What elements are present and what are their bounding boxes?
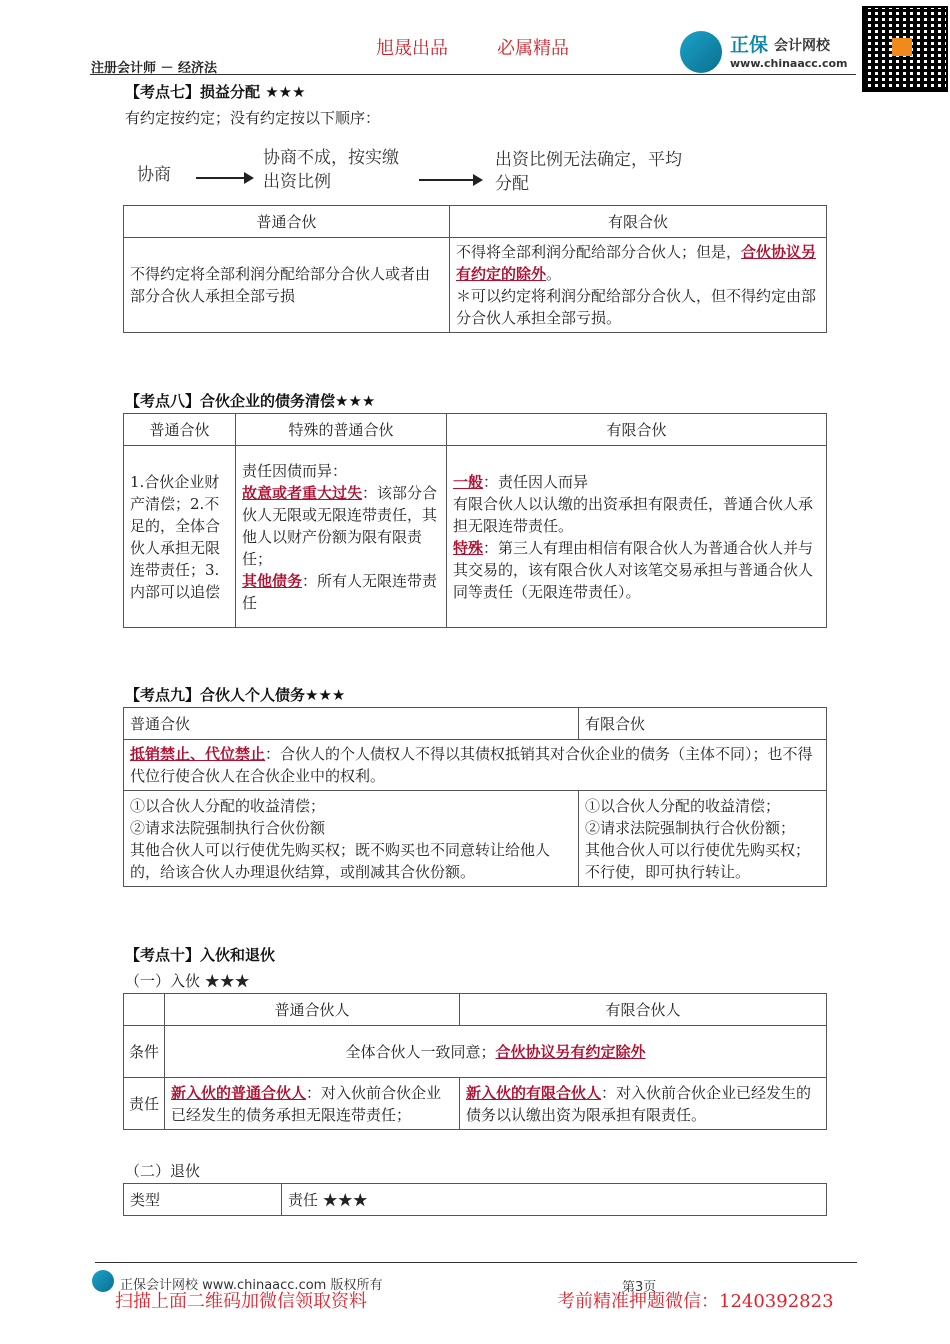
s9-table (123, 707, 827, 887)
s9-head-general: 普通合伙 (124, 708, 579, 740)
s7-limited-note: ＊可以约定将利润分配给部分合伙人，但不得约定由部分合伙人承担全部亏损。 (456, 287, 817, 327)
s10-head-limited: 有限合伙人 (460, 994, 827, 1026)
s10-join-table (123, 993, 827, 1130)
s8-limited-cell (447, 446, 827, 628)
s7-limited-keyword: 合伙协议另有约定的除外 (456, 243, 817, 283)
s9-general-line-2: ②请求法院强制执行合伙份额 (130, 818, 326, 837)
s10-exit-table (123, 1183, 827, 1216)
header-slogan-2: 必属精品 (497, 38, 569, 59)
s7-title: 【考点七】损益分配 ★★★ (125, 83, 306, 101)
flow-step-3a: 出资比例无法确定，平均 (495, 150, 682, 170)
s8-special-text-1: 责任因债而异： (242, 461, 348, 480)
header-divider (90, 74, 856, 75)
s10-condition-text: 全体合伙人一致同意； (345, 1042, 496, 1061)
s10-liability-limited-cell (460, 1078, 827, 1130)
s9-limited-cell (579, 791, 827, 887)
s8-general-cell: 1.合伙企业财产清偿；2.不足的，全体合伙人承担无限连带责任；3.内部可以追偿 (124, 446, 236, 628)
flow-step-2b: 出资比例 (263, 172, 331, 192)
flow-arrow-1-icon (196, 177, 252, 179)
s10-row-liability-label: 责任 (124, 1078, 165, 1130)
s8-special-cell (236, 446, 447, 628)
s10-title: 【考点十】入伙和退伙 (125, 946, 276, 964)
s8-special-keyword-1: 故意或者重大过失 (242, 483, 363, 502)
s8-head-special: 特殊的普通合伙 (236, 414, 447, 446)
s10-exit-col-type: 类型 (124, 1184, 282, 1216)
page-number: 第3页 (622, 1280, 657, 1295)
flow-step-3b: 分配 (495, 174, 529, 194)
footer-divider (95, 1262, 857, 1263)
course-name: 注册会计师 － 经济法 (91, 61, 218, 76)
flow-step-1: 协商 (137, 165, 171, 185)
footer-logo-icon (92, 1270, 114, 1292)
s9-general-line-1: ①以合伙人分配的收益清偿； (130, 796, 326, 815)
s10-liability-general-text: ：对入伙前合伙企业已经发生的债务承担无限连带责任； (171, 1083, 442, 1124)
s8-limited-text-1: ：责任因人而异 (483, 472, 589, 491)
s10-liability-general-keyword: 新入伙的普通合伙人 (171, 1083, 307, 1102)
s10-condition-keyword: 合伙协议另有约定除外 (495, 1042, 646, 1061)
s10-head-blank (124, 994, 165, 1026)
s8-head-general: 普通合伙 (124, 414, 236, 446)
flow-arrow-2-icon (419, 179, 481, 181)
s7-head-limited: 有限合伙 (450, 206, 827, 238)
logo-text-main: 正保 (730, 34, 769, 56)
s9-general-cell (124, 791, 579, 887)
s7-table (123, 205, 827, 333)
s9-limited-line-2: ②请求法院强制执行合伙份额； (585, 818, 796, 837)
s10-sub-exit: （二）退伙 (125, 1162, 201, 1180)
s7-limited-text-2: 。 (546, 265, 562, 283)
s10-liability-general-cell (165, 1078, 460, 1130)
s8-table (123, 413, 827, 628)
logo-emblem-icon (680, 31, 722, 73)
s7-head-general: 普通合伙 (124, 206, 450, 238)
s10-row-condition-cell (165, 1026, 827, 1078)
flow-step-2a: 协商不成，按实缴 (263, 148, 399, 168)
s9-general-line-3: 其他合伙人可以行使优先购买权；既不购买也不同意转让给他人的，给该合伙人办理退伙结算，或削减其合伙份额。 (130, 840, 551, 881)
s7-general-cell: 不得约定将全部利润分配给部分合伙人或者由部分合伙人承担全部亏损 (124, 238, 450, 333)
s9-limited-line-3: 其他合伙人可以行使优先购买权；不行使，即可执行转让。 (585, 840, 811, 881)
s7-limited-cell (450, 238, 827, 333)
s8-head-limited: 有限合伙 (447, 414, 827, 446)
s9-common-cell (124, 740, 827, 791)
s7-intro: 有约定按约定；没有约定按以下顺序： (125, 109, 381, 127)
s10-row-condition-label: 条件 (124, 1026, 165, 1078)
s8-title: 【考点八】合伙企业的债务清偿★★★ (125, 392, 376, 410)
s8-limited-keyword-1: 一般 (453, 472, 484, 491)
s10-head-general: 普通合伙人 (165, 994, 460, 1026)
s8-limited-text-2: 有限合伙人以认缴的出资承担有限责任，普通合伙人承担无限连带责任。 (453, 494, 814, 535)
s8-special-text-2: ：该部分合伙人无限或无限连带责任，其他人以财产份额为限有限责任； (242, 483, 438, 568)
s10-liability-limited-text: ：对入伙前合伙企业已经发生的债务以认缴出资为限承担有限责任。 (466, 1083, 812, 1124)
s9-common-text: ：合伙人的个人债权人不得以其债权抵销其对合伙企业的债务（主体不同）；也不得代位行使合伙人在合伙企业中的权利。 (130, 745, 813, 785)
s8-limited-text-3: ：第三人有理由相信有限合伙人为普通合伙人并与其交易的，该有限合伙人对该笔交易承担与普通合伙人同等责任（无限连带责任）。 (453, 538, 814, 601)
s10-exit-col-liability: 责任 ★★★ (282, 1184, 827, 1216)
logo-text-sub: 会计网校 (774, 38, 830, 54)
s10-sub-join: （一）入伙 ★★★ (125, 972, 250, 990)
s7-limited-text-1: 不得将全部利润分配给部分合伙人；但是， (456, 243, 742, 261)
promo-right[interactable]: 考前精准押题微信：1240392823 (557, 1291, 834, 1312)
footer-copyright: 正保会计网校 www.chinaacc.com 版权所有 (120, 1278, 383, 1293)
s9-common-keyword: 抵销禁止、代位禁止 (130, 745, 266, 763)
s9-limited-line-1: ①以合伙人分配的收益清偿； (585, 796, 781, 815)
s9-head-limited: 有限合伙 (579, 708, 827, 740)
s10-liability-limited-keyword: 新入伙的有限合伙人 (466, 1083, 602, 1102)
s8-limited-keyword-2: 特殊 (453, 538, 484, 557)
site-logo[interactable] (680, 30, 855, 74)
logo-url: www.chinaacc.com (730, 57, 848, 70)
s8-special-keyword-2: 其他债务 (242, 571, 303, 590)
s8-special-text-3: ：所有人无限连带责任 (242, 571, 438, 612)
header-slogan-1: 旭晟出品 (376, 38, 448, 59)
s9-title: 【考点九】合伙人个人债务★★★ (125, 686, 346, 704)
qr-badge-icon (892, 38, 912, 56)
promo-left[interactable]: 扫描上面二维码加微信领取资料 (115, 1291, 367, 1312)
